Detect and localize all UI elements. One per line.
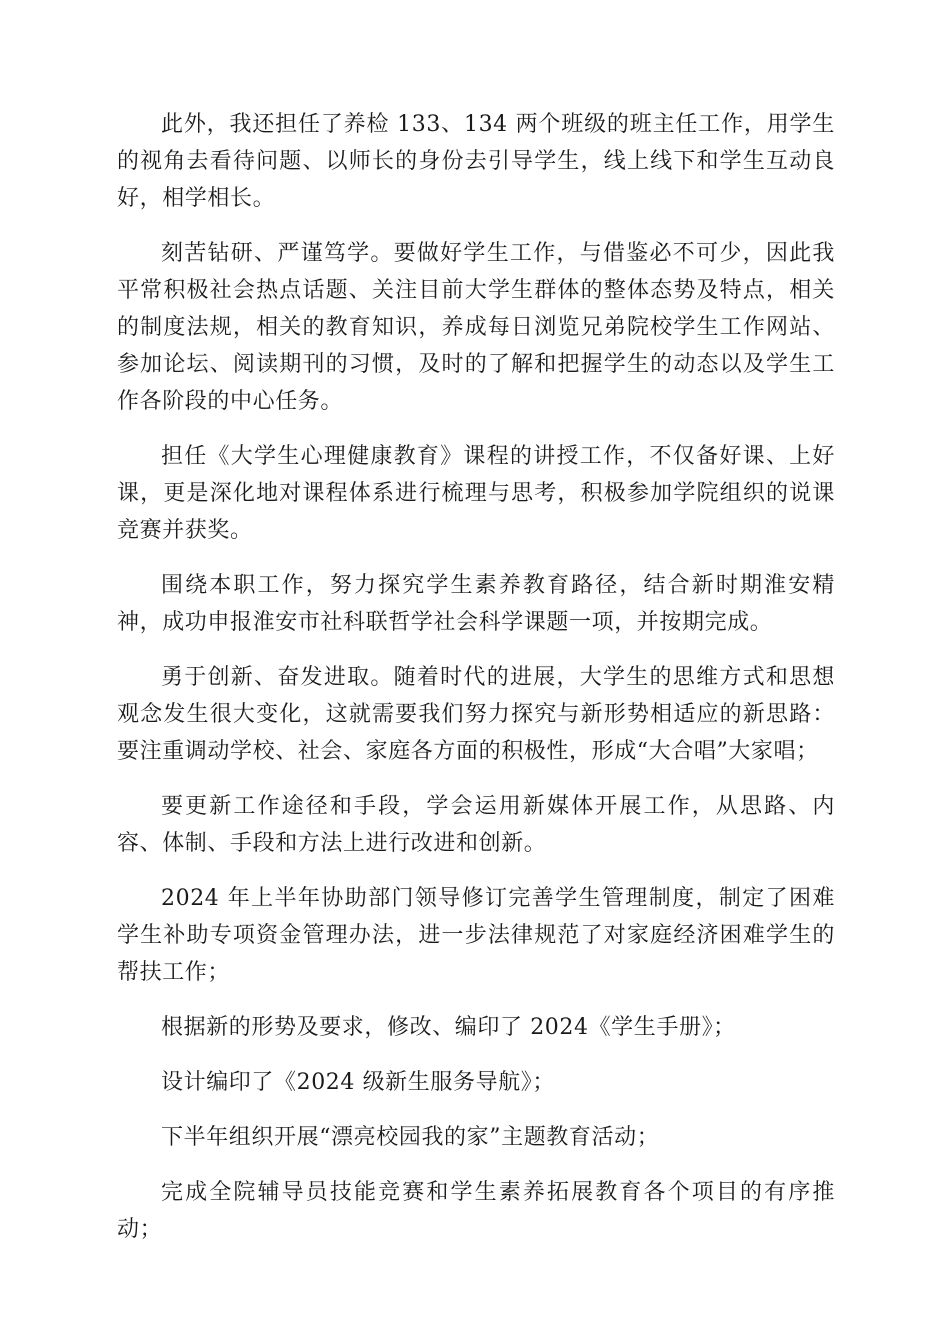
document-body xyxy=(117,106,835,1266)
paragraph-6: 要更新工作途径和手段，学会运用新媒体开展工作，从思路、内容、体制、手段和方法上进行改进和创新。 xyxy=(117,794,835,856)
paragraph-1: 此外，我还担任了养检 133、134 两个班级的班主任工作，用学生的视角去看待问题、以师长的身份去引导学生，线上线下和学生互动良好，相学相长。 xyxy=(117,112,835,211)
paragraph-5: 勇于创新、奋发进取。随着时代的进展，大学生的思维方式和思想观念发生很大变化，这就需要我们努力探究与新形势相适应的新思路：要注重调动学校、社会、家庭各方面的积极性，形成“大合唱”大家唱； xyxy=(117,665,835,764)
paragraph-2: 刻苦钻研、严谨笃学。要做好学生工作，与借鉴必不可少，因此我平常积极社会热点话题、关注目前大学生群体的整体态势及特点，相关的制度法规，相关的教育知识，养成每日浏览兄弟院校学生工作网站、参加论坛、阅读期刊的习惯，及时的了解和把握学生的动态以及学生工作各阶段的中心任务。 xyxy=(117,241,835,414)
paragraph-9: 设计编印了《2024 级新生服务导航》； xyxy=(161,1070,555,1095)
paragraph-11: 完成全院辅导员技能竞赛和学生素养拓展教育各个项目的有序推动； xyxy=(117,1180,835,1242)
paragraph-10: 下半年组织开展“漂亮校园我的家”主题教育活动； xyxy=(161,1125,660,1150)
paragraph-4: 围绕本职工作，努力探究学生素养教育路径，结合新时期淮安精神，成功申报淮安市社科联哲学社会科学课题一项，并按期完成。 xyxy=(117,573,835,635)
paragraph-3: 担任《大学生心理健康教育》课程的讲授工作，不仅备好课、上好课，更是深化地对课程体系进行梳理与思考，积极参加学院组织的说课竞赛并获奖。 xyxy=(117,444,835,543)
paragraph-8: 根据新的形势及要求，修改、编印了 2024《学生手册》； xyxy=(161,1015,736,1040)
paragraph-7: 2024 年上半年协助部门领导修订完善学生管理制度，制定了困难学生补助专项资金管理办法，进一步法律规范了对家庭经济困难学生的帮扶工作； xyxy=(117,886,835,985)
